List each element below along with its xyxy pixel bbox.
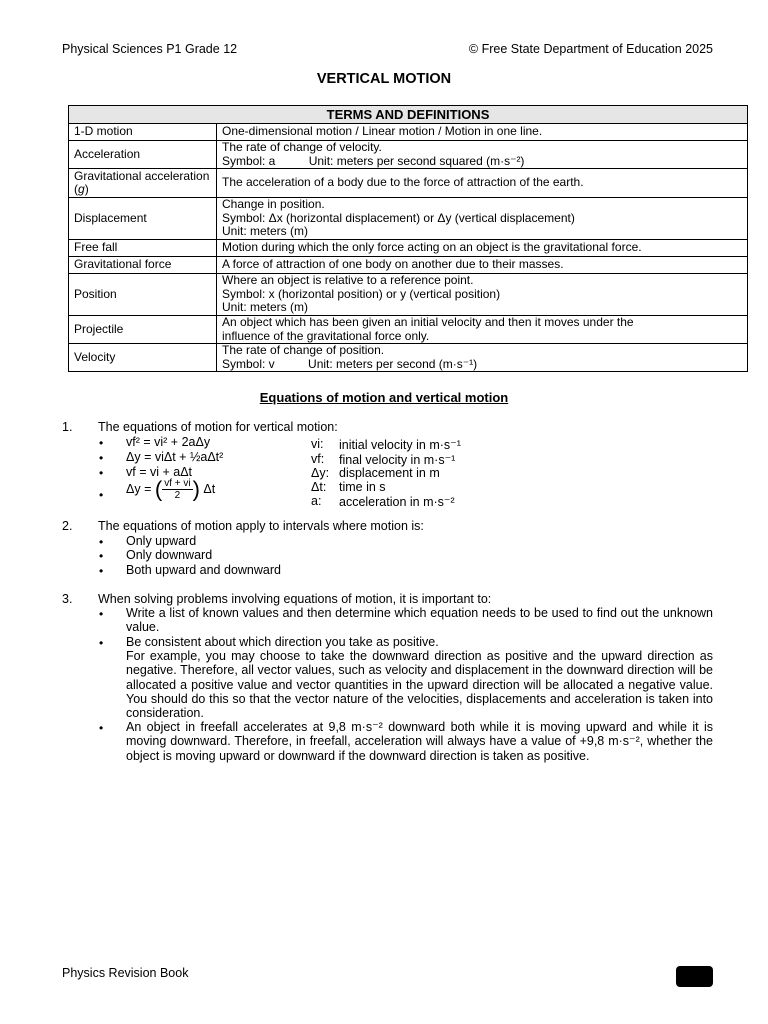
term-cell: Projectile	[69, 316, 217, 344]
motion-bullet-2: Only downward	[126, 548, 213, 562]
definition-line: The rate of change of velocity.	[222, 140, 382, 154]
term-cell: Gravitational acceleration (g)	[69, 169, 217, 198]
motion-bullet-3: Both upward and downward	[126, 563, 281, 577]
page-number-box	[676, 966, 713, 987]
symbol-vi-def: initial velocity in m·s⁻¹	[339, 438, 461, 452]
equation-1: vf² = vi² + 2aΔy	[126, 435, 211, 449]
table-row	[69, 141, 748, 169]
definition-line: One-dimensional motion / Linear motion / Motion in one line.	[222, 124, 543, 139]
definition-cell	[217, 124, 748, 141]
definition-line: An object which has been given an initial velocity and then it moves under the	[222, 315, 634, 329]
equation-4-prefix: Δy =	[126, 481, 152, 496]
definition-line: Change in position.	[222, 197, 325, 212]
symbol-vi: vi:	[311, 437, 324, 451]
item-3-number: 3.	[62, 592, 73, 606]
bullet: •	[99, 436, 104, 450]
bullet: •	[99, 535, 104, 549]
header-right: © Free State Department of Education 2025	[468, 42, 713, 56]
table-row	[69, 257, 748, 274]
header-left: Physical Sciences P1 Grade 12	[62, 42, 238, 56]
table-heading: TERMS AND DEFINITIONS	[69, 106, 748, 124]
footer-left: Physics Revision Book	[62, 966, 189, 980]
definition-line: The acceleration of a body due to the force of attraction of the earth.	[222, 175, 584, 190]
equation-4-fraction	[162, 478, 192, 501]
fraction-numerator: vf + vi	[164, 478, 191, 489]
item-2-number: 2.	[62, 519, 73, 533]
symbol-a-def: acceleration in m·s⁻²	[339, 495, 455, 509]
term-cell: 1-D motion	[69, 124, 217, 141]
equation-4-suffix: Δt	[203, 481, 216, 496]
symbol-dy-def: displacement in m	[339, 466, 440, 480]
page-title: VERTICAL MOTION	[316, 71, 452, 87]
definition-cell	[217, 316, 748, 344]
item-2-text: The equations of motion apply to intervals where motion is:	[98, 519, 424, 533]
equation-4: Δy = ( $\frac{vf + vi}{2}$ ) Δt	[126, 476, 216, 502]
term-cell: Free fall	[69, 240, 217, 257]
bullet: •	[99, 466, 104, 480]
bullet: •	[99, 451, 104, 465]
fraction-denominator: 2	[174, 490, 181, 501]
symbol-dt: Δt:	[311, 480, 327, 494]
equation-3: vf = vi + aΔt	[126, 465, 193, 479]
definition-line: Unit: meters (m)	[222, 300, 309, 315]
definition-cell	[217, 240, 748, 257]
bullet: •	[99, 564, 104, 578]
term-cell: Gravitational force	[69, 257, 217, 274]
table-row	[69, 124, 748, 141]
symbol-dt-def: time in s	[339, 480, 386, 494]
bullet: •	[99, 636, 104, 650]
definition-cell	[217, 198, 748, 240]
tip-direction-title: Be consistent about which direction you take as positive.	[126, 635, 439, 649]
symbol-vf-def: final velocity in m·s⁻¹	[339, 453, 456, 467]
term-cell: Position	[69, 274, 217, 316]
definition-line: A force of attraction of one body on another due to their masses.	[222, 257, 564, 272]
definition-cell	[217, 141, 748, 169]
definitions-body	[69, 124, 748, 372]
definition-line: The rate of change of position.	[222, 343, 385, 357]
symbol-a: a:	[311, 494, 322, 508]
item-1-text: The equations of motion for vertical motion:	[98, 420, 338, 434]
definition-line: Symbol: v Unit: meters per second (m·s⁻¹)	[222, 356, 478, 371]
definitions-table	[68, 105, 748, 372]
motion-bullet-1: Only upward	[126, 534, 197, 548]
section-title: Equations of motion and vertical motion	[259, 390, 509, 405]
table-row	[69, 344, 748, 372]
bullet: •	[99, 721, 104, 735]
tip-known-values: Write a list of known values and then determine which equation needs to be used to find out the unknown value.	[126, 606, 713, 635]
definition-line: Where an object is relative to a reference point.	[222, 273, 474, 288]
symbol-vf: vf:	[311, 452, 325, 466]
symbol-dy: Δy:	[311, 466, 330, 480]
definition-line: Symbol: a Unit: meters per second squared (m·s⁻²)	[222, 153, 525, 168]
term-cell: Velocity	[69, 344, 217, 372]
equation-2: Δy = viΔt + ½aΔt²	[126, 450, 224, 464]
definition-cell	[217, 169, 748, 198]
definition-line: Symbol: Δx (horizontal displacement) or Δy (vertical displacement)	[222, 210, 575, 225]
term-cell: Displacement	[69, 198, 217, 240]
definition-line: Unit: meters (m)	[222, 224, 309, 239]
table-row	[69, 316, 748, 344]
bullet: •	[99, 549, 104, 563]
definition-line: influence of the gravitational force only.	[222, 328, 430, 343]
table-row	[69, 198, 748, 240]
item-3-text: When solving problems involving equations of motion, it is important to:	[98, 592, 492, 606]
table-row	[69, 274, 748, 316]
definition-line: Symbol: x (horizontal position) or y (vertical position)	[222, 286, 501, 301]
definition-cell	[217, 344, 748, 372]
bullet: •	[99, 607, 104, 621]
tip-freefall: An object in freefall accelerates at 9,8 m·s⁻² downward both while it is moving upward and while it is moving downward. Therefore, in freefall, acceleration will always have a value of +9,8 m·s⁻², whether the object is moving upward or downward if the downward direction is taken as positive.	[126, 720, 713, 763]
definition-cell	[217, 257, 748, 274]
definition-cell	[217, 274, 748, 316]
definition-line: Motion during which the only force acting on an object is the gravitational force.	[222, 240, 642, 255]
item-1-number: 1.	[62, 420, 73, 434]
table-row	[69, 169, 748, 198]
term-cell: Acceleration	[69, 141, 217, 169]
bullet: •	[99, 488, 104, 502]
tip-direction-body: For example, you may choose to take the downward direction as positive and the upward direction as negative. Therefore, all vector values, such as velocity and displacement in the downward direction will be allocated a positive value and vector quantities in the upward direction will be allocated a negative value. You should do this so that the vector nature of the velocities, displacements and acceleration is taken into consideration.	[126, 649, 713, 721]
table-row	[69, 240, 748, 257]
